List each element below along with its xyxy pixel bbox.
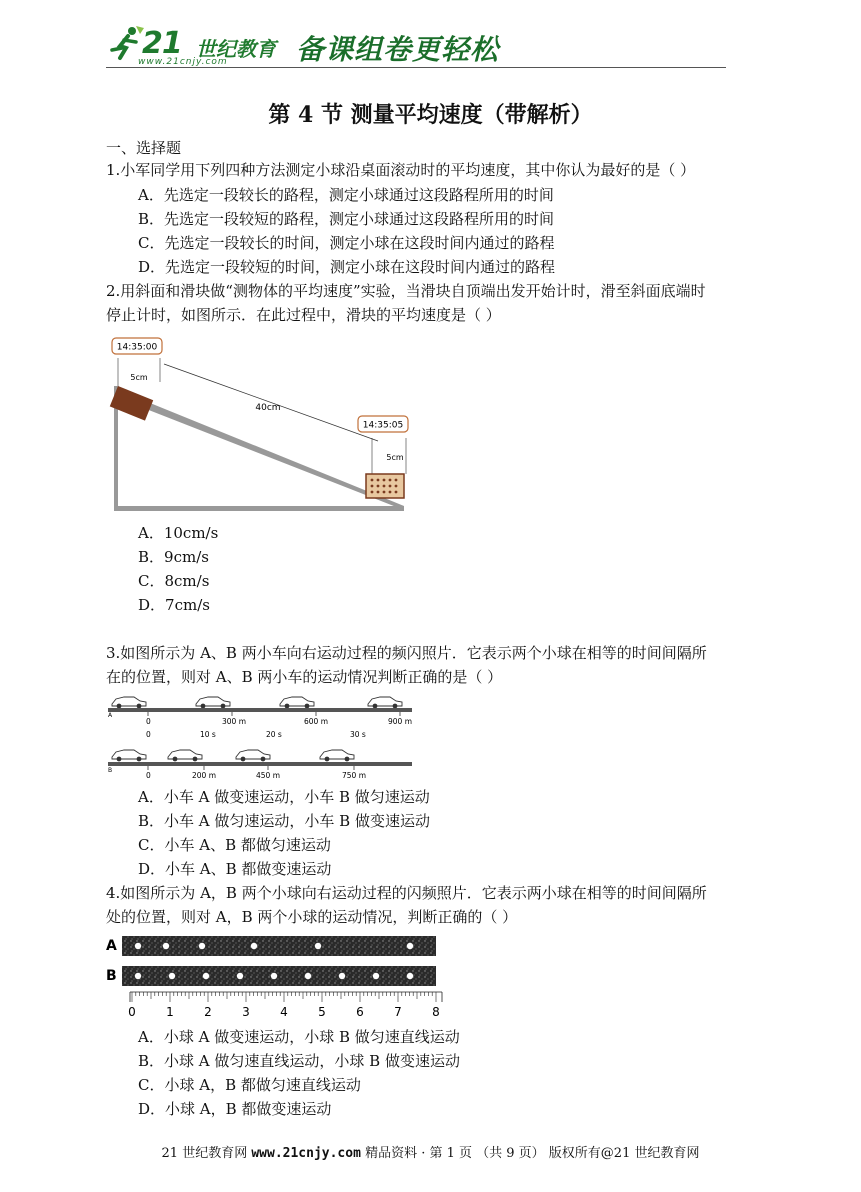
balls-figure bbox=[106, 934, 450, 1024]
distance-label: 40cm bbox=[255, 403, 281, 413]
question-3-stem-line2: 在的位置，则对 A、B 两小车的运动情况判断正确的是（ ） bbox=[106, 668, 503, 686]
question-1-option-d: D．先选定一段较短的时间，测定小球在这段时间内通过的路程 bbox=[138, 258, 556, 276]
car-a-1 bbox=[112, 697, 146, 708]
page-title: 第 4 节 测量平均速度（带解析） bbox=[268, 102, 593, 128]
track-b-mark-0: 0 bbox=[146, 771, 151, 780]
ruler-label-6: 6 bbox=[356, 1005, 364, 1019]
ruler-labels bbox=[128, 1005, 440, 1019]
section-heading: 一、选择题 bbox=[106, 139, 182, 157]
ruler-label-2: 2 bbox=[204, 1005, 212, 1019]
ruler-label-1: 1 bbox=[166, 1005, 174, 1019]
track-a-label: A bbox=[108, 712, 113, 719]
time-mark-3: 30 s bbox=[350, 730, 366, 739]
car-b-4 bbox=[320, 750, 354, 761]
track-b-mark-1: 200 m bbox=[192, 771, 217, 780]
logo-number: 21 bbox=[142, 26, 182, 61]
time-mark-2: 20 s bbox=[266, 730, 282, 739]
road-a bbox=[108, 708, 412, 712]
time-mark-0: 0 bbox=[146, 730, 151, 739]
header-divider bbox=[106, 67, 726, 68]
page-footer bbox=[0, 1142, 861, 1161]
ruler-label-3: 3 bbox=[242, 1005, 250, 1019]
logo-org: 世纪教育 bbox=[196, 37, 276, 61]
question-4-stem-line1: 4.如图所示为 A，B 两个小球向右运动过程的闪频照片．它表示两小球在相等的时间间隔所 bbox=[106, 884, 707, 902]
car-a-3 bbox=[280, 697, 314, 708]
question-1-option-a: A．先选定一段较长的路程，测定小球通过这段路程所用的时间 bbox=[138, 186, 554, 204]
question-2-option-b: B．9cm/s bbox=[138, 548, 209, 566]
ruler-label-8: 8 bbox=[432, 1005, 440, 1019]
question-4-stem-line2: 处的位置，则对 A，B 两个小球的运动情况，判断正确的（ ） bbox=[106, 908, 518, 926]
cars-figure bbox=[106, 690, 416, 782]
question-4-option-d: D．小球 A，B 都做变速运动 bbox=[138, 1100, 332, 1118]
time-mark-1: 10 s bbox=[200, 730, 216, 739]
question-3-stem-line1: 3.如图所示为 A、B 两小车向右运动过程的频闪照片．它表示两个小球在相等的时间间隔所 bbox=[106, 644, 707, 662]
car-a-2 bbox=[196, 697, 230, 708]
question-2-stem-line1: 2.用斜面和滑块做“测物体的平均速度”实验，当滑块自顶端出发开始计时，滑至斜面底端时 bbox=[106, 282, 706, 300]
track-b-mark-3: 750 m bbox=[342, 771, 367, 780]
question-3-option-d: D．小车 A、B 都做变速运动 bbox=[138, 860, 332, 878]
car-a-4 bbox=[368, 697, 402, 708]
start-time-label: 14:35:00 bbox=[116, 342, 158, 353]
road-b bbox=[108, 762, 412, 766]
question-4-option-b: B．小球 A 做匀速直线运动，小球 B 做变速运动 bbox=[138, 1052, 460, 1070]
track-b-mark-2: 450 m bbox=[256, 771, 281, 780]
question-4-option-c: C．小球 A，B 都做匀速直线运动 bbox=[138, 1076, 361, 1094]
footer-site: 21 世纪教育网 bbox=[161, 1146, 248, 1161]
ruler-label-5: 5 bbox=[318, 1005, 326, 1019]
bottom-block-label: 5cm bbox=[386, 453, 404, 462]
ruler-label-0: 0 bbox=[128, 1005, 136, 1019]
end-time-label: 14:35:05 bbox=[362, 420, 404, 431]
track-b-label: B bbox=[108, 767, 113, 774]
question-3-option-b: B．小车 A 做匀速运动，小车 B 做变速运动 bbox=[138, 812, 430, 830]
incline-figure bbox=[108, 334, 418, 518]
question-2-option-d: D．7cm/s bbox=[138, 596, 210, 614]
footer-url[interactable]: www.21cnjy.com bbox=[251, 1146, 361, 1161]
question-4-option-a: A．小球 A 做变速运动，小球 B 做匀速直线运动 bbox=[138, 1028, 460, 1046]
track-a-mark-2: 600 m bbox=[304, 717, 329, 726]
logo-url: www.21cnjy.com bbox=[138, 57, 228, 67]
base bbox=[114, 506, 404, 511]
question-3-option-a: A．小车 A 做变速运动，小车 B 做匀速运动 bbox=[138, 788, 430, 806]
car-b-1 bbox=[112, 750, 146, 761]
question-1-option-c: C．先选定一段较长的时间，测定小球在这段时间内通过的路程 bbox=[138, 234, 555, 252]
track-a-mark-3: 900 m bbox=[388, 717, 413, 726]
ruler-label-7: 7 bbox=[394, 1005, 402, 1019]
track-a-mark-1: 300 m bbox=[222, 717, 247, 726]
strip-a-label: A bbox=[106, 938, 117, 954]
top-block-label: 5cm bbox=[130, 373, 148, 382]
header-slogan: 备课组卷更轻松 bbox=[296, 33, 500, 66]
question-1-stem: 1.小军同学用下列四种方法测定小球沿桌面滚动时的平均速度，其中你认为最好的是（ ） bbox=[106, 161, 696, 179]
question-2-option-c: C．8cm/s bbox=[138, 572, 210, 590]
ruler-label-4: 4 bbox=[280, 1005, 288, 1019]
footer-page-info: 精品资料 · 第 1 页 （共 9 页） 版权所有@21 世纪教育网 bbox=[365, 1146, 700, 1161]
car-b-2 bbox=[168, 750, 202, 761]
track-a-mark-0: 0 bbox=[146, 717, 151, 726]
question-2-stem-line2: 停止计时，如图所示．在此过程中，滑块的平均速度是（ ） bbox=[106, 306, 501, 324]
question-3-option-c: C．小车 A、B 都做匀速运动 bbox=[138, 836, 331, 854]
question-1-option-b: B．先选定一段较短的路程，测定小球通过这段路程所用的时间 bbox=[138, 210, 555, 228]
ruler bbox=[130, 992, 442, 1002]
strip-b-label: B bbox=[106, 968, 117, 984]
car-b-3 bbox=[236, 750, 270, 761]
question-2-option-a: A．10cm/s bbox=[138, 524, 219, 542]
